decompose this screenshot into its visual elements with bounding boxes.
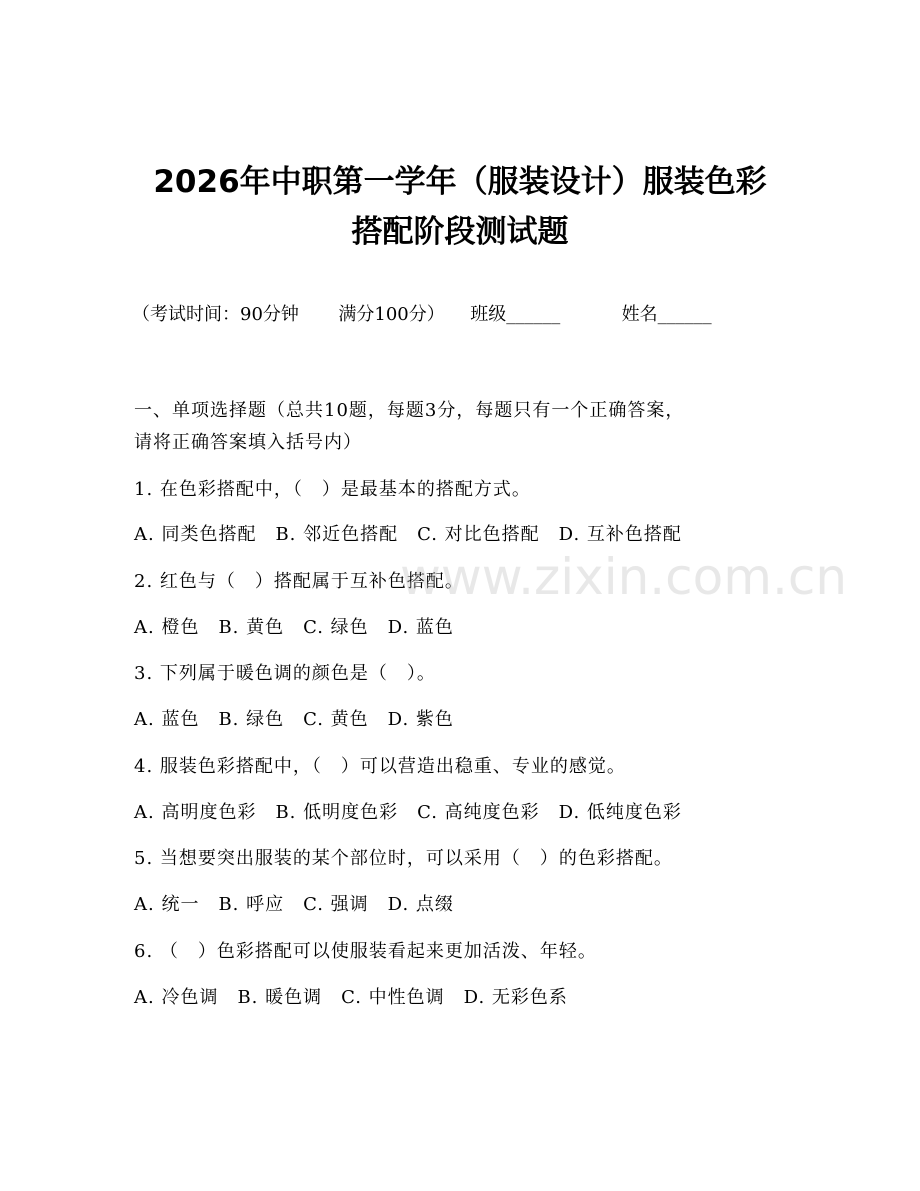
exam-score: 满分100分） bbox=[338, 304, 445, 325]
section-heading-line1: 一、单项选择题（总共10题，每题3分，每题只有一个正确答案， bbox=[134, 400, 685, 421]
class-field: 班级______ bbox=[470, 304, 561, 325]
exam-info bbox=[132, 300, 712, 326]
exam-title-line2: 搭配阶段测试题 bbox=[351, 214, 569, 250]
watermark: www.zixin.com.cn bbox=[400, 548, 848, 606]
question-5-options: A. 统一 B. 呼应 C. 强调 D. 点缀 bbox=[134, 894, 454, 915]
question-1: 1. 在色彩搭配中，（ ）是最基本的搭配方式。 bbox=[134, 479, 531, 500]
question-4-options: A. 高明度色彩 B. 低明度色彩 C. 高纯度色彩 D. 低纯度色彩 bbox=[134, 802, 682, 823]
question-6: 6. （ ）色彩搭配可以使服装看起来更加活泼、年轻。 bbox=[134, 941, 597, 962]
question-3: 3. 下列属于暖色调的颜色是（ ）。 bbox=[134, 663, 436, 684]
exam-title-line1: 2026年中职第一学年（服装设计）服装色彩 bbox=[153, 164, 767, 200]
question-3-options: A. 蓝色 B. 绿色 C. 黄色 D. 紫色 bbox=[134, 709, 454, 730]
question-6-options: A. 冷色调 B. 暖色调 C. 中性色调 D. 无彩色系 bbox=[134, 987, 568, 1008]
question-2-options: A. 橙色 B. 黄色 C. 绿色 D. 蓝色 bbox=[134, 617, 454, 638]
question-5: 5. 当想要突出服装的某个部位时，可以采用（ ）的色彩搭配。 bbox=[134, 848, 673, 869]
section-heading-line2: 请将正确答案填入括号内） bbox=[134, 432, 362, 453]
question-2: 2. 红色与（ ）搭配属于互补色搭配。 bbox=[134, 571, 464, 592]
exam-time: （考试时间：90分钟 bbox=[132, 304, 299, 325]
question-4: 4. 服装色彩搭配中，（ ）可以营造出稳重、专业的感觉。 bbox=[134, 756, 626, 777]
name-field: 姓名______ bbox=[621, 304, 712, 325]
question-1-options: A. 同类色搭配 B. 邻近色搭配 C. 对比色搭配 D. 互补色搭配 bbox=[134, 524, 682, 545]
